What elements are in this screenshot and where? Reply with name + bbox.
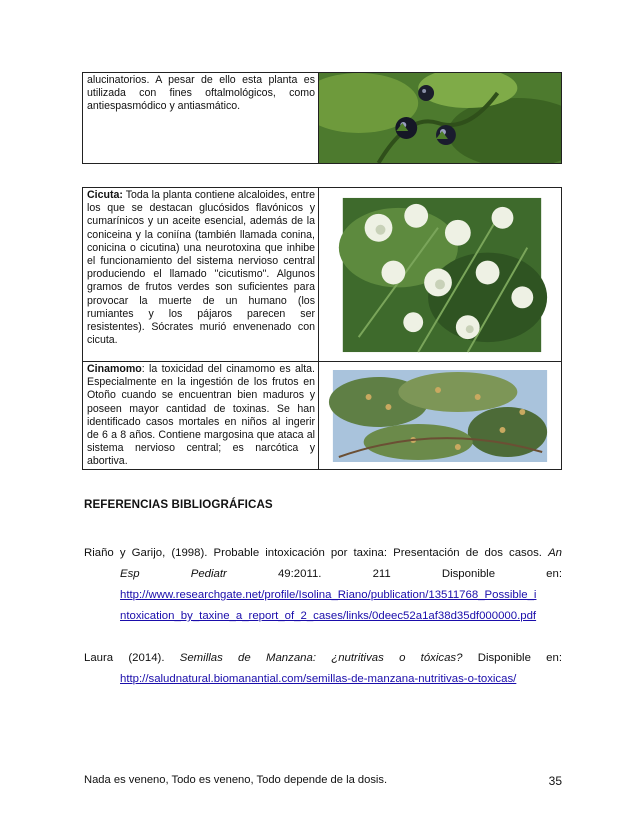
table-cell-text: alucinatorios. A pesar de ello esta planta es utilizada con fines oftalmológicos, como antiespasmódico y antiasmático. [83, 73, 319, 163]
plant-description: Toda la planta contiene alcaloides, entre los que se destacan glucósidos flavónicos y cumarínicos y un aceite esencial, además de la coniceina y la coniína (también llamada conina, conicina o cicutina) una neurotoxina que inhibe el funcionamiento del sistema nervioso central produciendo el llamado "cicutismo". Algunos gramos de frutos verdes son suficientes para provocar la muerte de un humano (los rumiantes y los pájaros parecen ser resistentes). Sócrates murió envenenado con cicuta. [87, 189, 315, 347]
reference-link[interactable]: ntoxication_by_taxine_a_report_of_2_cases/links/0deec52a1af38d35df000000.pdf [120, 610, 537, 622]
reference-line [84, 543, 562, 564]
reference-link[interactable]: http://saludnatural.biomanantial.com/semillas-de-manzana-nutritivas-o-toxicas/ [120, 673, 517, 685]
plant-name: Cinamomo [87, 363, 142, 375]
table-row [83, 188, 561, 362]
plant-table-top [82, 72, 562, 164]
page-number: 35 [548, 774, 562, 788]
reference-link-line [84, 669, 562, 690]
reference-line [84, 648, 562, 669]
belladonna-photo [319, 73, 561, 163]
reference-title: Semillas de Manzana: ¿nutritivas o tóxicas? [179, 652, 463, 664]
reference-text: Disponible en: [477, 652, 563, 664]
reference-link[interactable]: http://www.researchgate.net/profile/Isolina_Riano/publication/13511768_Possible_i [120, 589, 537, 601]
table-cell-text [83, 188, 319, 361]
references-heading: REFERENCIAS BIBLIOGRÁFICAS [84, 498, 273, 511]
reference-item [84, 648, 562, 690]
plant-description: : la toxicidad del cinamomo es alta. Especialmente en la ingestión de los frutos en Otoño cuando se encuentran bien maduros y poseen mayor cantidad de toxinas. Se han identificado casos mortales en niños al ingerir de 6 a 8 años. Contiene margosina que ataca al sistema nervioso central; es narcótica y abortiva. [87, 363, 315, 468]
hemlock-photo [319, 188, 561, 361]
table-row [83, 362, 561, 469]
reference-link-line [84, 585, 562, 606]
reference-journal: Esp Pediatr [120, 568, 227, 580]
table-row [83, 73, 561, 163]
reference-line [84, 564, 562, 585]
table-cell-text [83, 362, 319, 469]
page-footer [84, 774, 562, 788]
reference-item [84, 543, 562, 627]
reference-link-line [84, 606, 562, 627]
chinaberry-photo [319, 362, 561, 469]
reference-author: Laura (2014). [84, 652, 165, 664]
plant-table [82, 187, 562, 470]
plant-name: Cicuta: [87, 189, 123, 201]
reference-text: 49:2011. 211 Disponible en: [277, 568, 562, 580]
reference-journal: An [548, 547, 562, 559]
reference-text: Riaño y Garijo, (1998). Probable intoxicación por taxina: Presentación de dos casos. [84, 547, 542, 559]
footer-text: Nada es veneno, Todo es veneno, Todo depende de la dosis. [84, 774, 388, 786]
